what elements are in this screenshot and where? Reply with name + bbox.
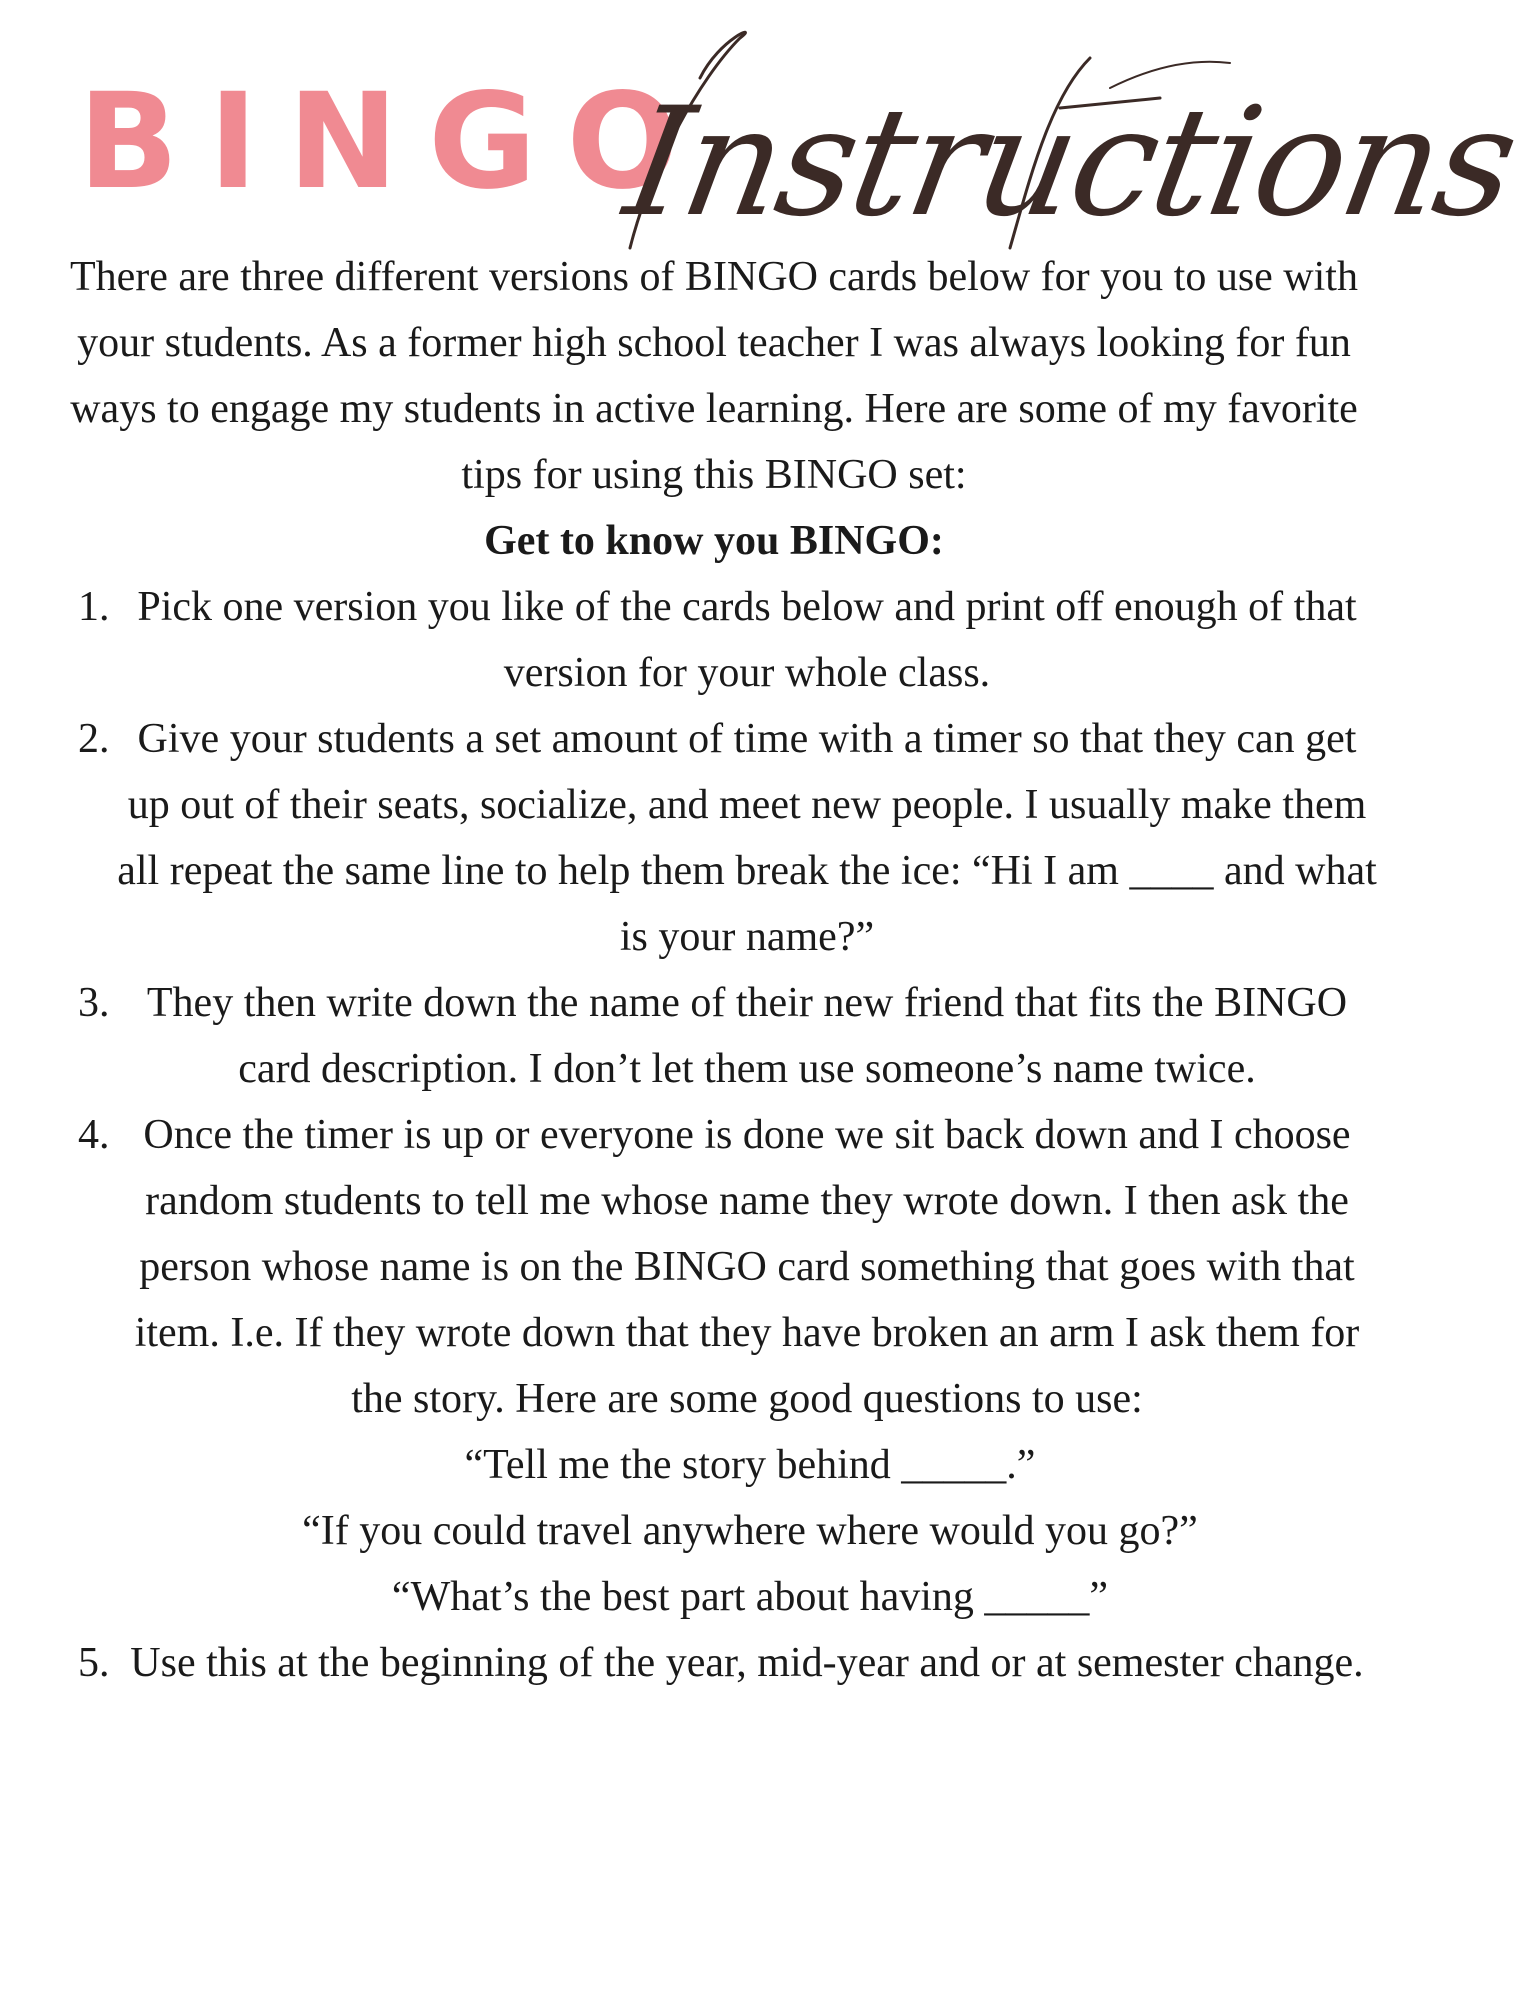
question-item: “Tell me the story behind _____.” xyxy=(464,1442,1036,1488)
list-item xyxy=(40,970,1388,1102)
script-title-text: Instructions xyxy=(614,76,1527,250)
step-number: 2. xyxy=(78,716,110,762)
step-number: 3. xyxy=(78,980,110,1026)
list-item xyxy=(40,706,1388,970)
step-number: 5. xyxy=(78,1640,110,1686)
section-heading: Get to know you BINGO: xyxy=(484,518,944,564)
step-number: 4. xyxy=(78,1112,110,1158)
step-text: Once the timer is up or everyone is done we sit back down and I choose random students to tell me whose name they wrote down. I then ask the person whose name is on the BINGO card something that goes with that item. I.e. If they wrote down that they have broken an arm I ask them for the story. Here are some good questions to use: xyxy=(134,1112,1360,1422)
question-list xyxy=(40,1432,1388,1630)
list-item xyxy=(40,1630,1388,1696)
step-text: Use this at the beginning of the year, mid-year and or at semester change. xyxy=(130,1640,1364,1686)
intro-paragraph: There are three different versions of BINGO cards below for you to use with your students. As a former high school teacher I was always looking for fun ways to engage my students in active learning. Here are some of my favorite tips for using this BINGO set: xyxy=(70,254,1358,498)
list-item xyxy=(40,574,1388,706)
step-number: 1. xyxy=(78,584,110,630)
instructions-body xyxy=(40,244,1388,1696)
list-item xyxy=(40,1102,1388,1432)
question-item: “If you could travel anywhere where would you go?” xyxy=(302,1508,1198,1554)
instructions-script-title xyxy=(590,18,1527,258)
step-text: Pick one version you like of the cards below and print off enough of that version for your whole class. xyxy=(137,584,1357,696)
page-header xyxy=(0,0,1527,250)
steps-list xyxy=(40,574,1388,1696)
step-text: Give your students a set amount of time with a timer so that they can get up out of their seats, socialize, and meet new people. I usually make them all repeat the same line to help them break the ice: “Hi I am ____ and what is your name?” xyxy=(117,716,1377,960)
step-text: They then write down the name of their new friend that fits the BINGO card description. I don’t let them use someone’s name twice. xyxy=(146,980,1348,1092)
bingo-title: BINGO xyxy=(78,65,709,219)
question-item: “What’s the best part about having _____” xyxy=(391,1574,1109,1620)
